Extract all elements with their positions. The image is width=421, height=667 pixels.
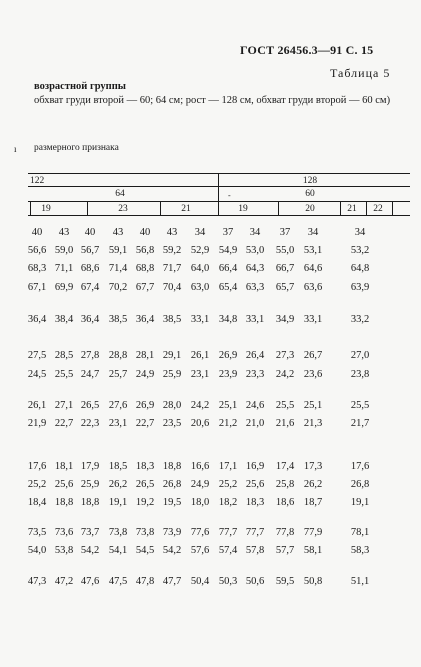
table-cell: 25,5 [54,369,74,380]
table-cell: 21,3 [303,418,323,429]
chest-row-rule [28,201,410,202]
table-cell: 57,8 [245,545,265,556]
table-cell: 73,7 [80,527,100,538]
table-cell: 26,1 [27,400,47,411]
table-cell: 26,1 [190,350,210,361]
table-cell: 26,8 [162,479,182,490]
table-cell: 68,3 [27,263,47,274]
table-cell: 36,4 [80,314,100,325]
table-cell: 26,8 [350,479,370,490]
table-cell: 19,5 [162,497,182,508]
table-cell: 16,9 [245,461,265,472]
table-cell: 25,6 [54,479,74,490]
table-cell: 26,4 [245,350,265,361]
table-cell: 65,7 [275,282,295,293]
table-cell: 34,8 [218,314,238,325]
table-cell: 43 [166,227,178,238]
column-header: 20 [305,204,315,214]
table-cell: 29,1 [162,350,182,361]
table-cell: 18,3 [245,497,265,508]
table-cell: 63,6 [303,282,323,293]
table-cell: 28,5 [54,350,74,361]
table-cell: 23,9 [218,369,238,380]
table-cell: 43 [58,227,70,238]
height-right: 128 [302,176,318,186]
table-cell: 19,2 [135,497,155,508]
table-cell: 23,3 [245,369,265,380]
table-cell: 26,9 [218,350,238,361]
table-cell: 17,6 [350,461,370,472]
table-cell: 18,3 [135,461,155,472]
table-cell: 28,0 [162,400,182,411]
table-cell: 70,2 [108,282,128,293]
table-cell: 17,1 [218,461,238,472]
table-cell: 51,1 [350,576,370,587]
table-cell: 67,7 [135,282,155,293]
table-cell: 17,6 [27,461,47,472]
table-cell: 63,0 [190,282,210,293]
table-cell: 53,8 [54,545,74,556]
table-cell: 25,5 [275,400,295,411]
table-cell: 18,8 [54,497,74,508]
table-cell: 27,0 [350,350,370,361]
table-cell: 25,6 [245,479,265,490]
table-cell: 38,5 [162,314,182,325]
table-cell: 58,3 [350,545,370,556]
table-cell: 22,3 [80,418,100,429]
table-cell: 27,3 [275,350,295,361]
table-cell: 33,1 [190,314,210,325]
table-cell: 54,2 [80,545,100,556]
header-divider-3 [278,201,279,215]
header-divider-1 [87,201,88,215]
table-top-rule [28,173,410,174]
table-cell: 26,7 [303,350,323,361]
table-cell: 59,1 [108,245,128,256]
table-cell: 36,4 [27,314,47,325]
table-cell: 47,7 [162,576,182,587]
table-cell: 53,0 [245,245,265,256]
table-cell: 67,1 [27,282,47,293]
table-cell: 34 [249,227,261,238]
table-cell: 18,8 [162,461,182,472]
table-cell: 26,2 [303,479,323,490]
table-cell: 58,1 [303,545,323,556]
table-cell: 57,7 [275,545,295,556]
table-cell: 27,1 [54,400,74,411]
table-cell: 70,4 [162,282,182,293]
table-cell: 66,4 [218,263,238,274]
table-cell: 20,6 [190,418,210,429]
table-cell: 18,6 [275,497,295,508]
table-cell: 47,2 [54,576,74,587]
table-cell: 25,5 [350,400,370,411]
table-cell: 38,5 [108,314,128,325]
table-cell: 24,9 [190,479,210,490]
table-cell: 21,0 [245,418,265,429]
table-cell: 26,2 [108,479,128,490]
table-cell: 73,8 [108,527,128,538]
table-cell: 66,7 [275,263,295,274]
table-cell: 25,1 [303,400,323,411]
table-cell: 24,5 [27,369,47,380]
table-cell: 40 [31,227,43,238]
column-header: 22 [373,204,383,214]
table-cell: 17,3 [303,461,323,472]
table-cell: 64,6 [303,263,323,274]
feature-heading: размерного признака [34,143,119,153]
table-cell: 25,2 [27,479,47,490]
table-cell: 19,1 [108,497,128,508]
table-cell: 37 [222,227,234,238]
table-cell: 24,2 [190,400,210,411]
table-cell: 25,7 [108,369,128,380]
table-cell: 21,7 [350,418,370,429]
table-cell: 37 [279,227,291,238]
header-divider-main [218,173,219,215]
table-cell: 55,0 [275,245,295,256]
table-cell: 36,4 [135,314,155,325]
table-cell: 47,8 [135,576,155,587]
table-cell: 25,2 [218,479,238,490]
table-cell: 21,9 [27,418,47,429]
table-cell: 34,9 [275,314,295,325]
table-cell: 59,5 [275,576,295,587]
table-cell: 34 [307,227,319,238]
column-header: 21 [181,204,191,214]
table-cell: 63,3 [245,282,265,293]
table-cell: 34 [194,227,206,238]
table-cell: 47,5 [108,576,128,587]
table-cell: 64,0 [190,263,210,274]
document-reference: ГОСТ 26456.3—91 С. 15 [240,43,374,57]
table-cell: 77,8 [275,527,295,538]
table-cell: 18,4 [27,497,47,508]
table-cell: 57,6 [190,545,210,556]
table-cell: 57,4 [218,545,238,556]
table-cell: 17,4 [275,461,295,472]
table-cell: 18,1 [54,461,74,472]
table-cell: 16,6 [190,461,210,472]
table-cell: 50,8 [303,576,323,587]
table-cell: 64,3 [245,263,265,274]
table-cell: 25,9 [80,479,100,490]
table-cell: 56,6 [27,245,47,256]
age-group-title: возрастной группы [34,81,126,92]
group-description: обхват груди второй — 60; 64 см; рост — 128 см, обхват груди второй — 60 см) [34,95,391,106]
table-cell: 54,0 [27,545,47,556]
table-cell: 33,1 [245,314,265,325]
table-cell: 65,4 [218,282,238,293]
table-cell: 23,8 [350,369,370,380]
table-cell: 18,2 [218,497,238,508]
table-cell: 24,9 [135,369,155,380]
table-cell: 38,4 [54,314,74,325]
table-cell: 54,2 [162,545,182,556]
table-cell: 68,6 [80,263,100,274]
table-cell: 18,8 [80,497,100,508]
table-cell: 77,6 [190,527,210,538]
column-header: 23 [118,204,128,214]
table-cell: 54,5 [135,545,155,556]
table-cell: 28,8 [108,350,128,361]
table-cell: 59,2 [162,245,182,256]
table-label: Таблица 5 [330,66,391,80]
table-cell: 73,6 [54,527,74,538]
table-cell: 59,0 [54,245,74,256]
table-cell: 23,1 [190,369,210,380]
column-header: 19 [41,204,51,214]
table-cell: 54,9 [218,245,238,256]
chest-left: 64 [115,189,125,199]
table-cell: 77,9 [303,527,323,538]
table-cell: 18,7 [303,497,323,508]
table-cell: 47,3 [27,576,47,587]
table-cell: 77,7 [218,527,238,538]
table-cell: 24,7 [80,369,100,380]
table-cell: 21,6 [275,418,295,429]
table-cell: 22,7 [54,418,74,429]
table-cell: 56,7 [80,245,100,256]
table-cell: 73,9 [162,527,182,538]
table-cell: 43 [112,227,124,238]
table-cell: 78,1 [350,527,370,538]
table-cell: 53,1 [303,245,323,256]
table-cell: 18,5 [108,461,128,472]
table-cell: 27,6 [108,400,128,411]
header-divider-2 [160,201,161,215]
table-cell: 63,9 [350,282,370,293]
table-cell: 19,1 [350,497,370,508]
table-cell: 50,4 [190,576,210,587]
table-cell: 71,7 [162,263,182,274]
table-cell: 24,2 [275,369,295,380]
table-cell: 34 [354,227,366,238]
table-cell: 33,1 [303,314,323,325]
table-cell: 23,1 [108,418,128,429]
table-cell: 17,9 [80,461,100,472]
table-cell: 50,6 [245,576,265,587]
margin-mark: ı [14,144,17,154]
height-left: 122 [30,176,45,186]
table-cell: 23,6 [303,369,323,380]
column-header-rule [28,215,410,216]
table-cell: 26,5 [135,479,155,490]
table-cell: 22,7 [135,418,155,429]
column-header: 21 [347,204,357,214]
height-row-rule [28,186,410,187]
table-cell: 77,7 [245,527,265,538]
table-cell: 68,8 [135,263,155,274]
table-cell: 27,5 [27,350,47,361]
table-cell: 71,1 [54,263,74,274]
table-cell: 54,1 [108,545,128,556]
table-cell: 67,4 [80,282,100,293]
table-cell: 50,3 [218,576,238,587]
table-cell: 71,4 [108,263,128,274]
table-cell: 27,8 [80,350,100,361]
table-cell: 23,5 [162,418,182,429]
table-cell: 47,6 [80,576,100,587]
table-cell: 53,2 [350,245,370,256]
table-cell: 73,8 [135,527,155,538]
column-header: 19 [238,204,248,214]
table-cell: 64,8 [350,263,370,274]
chest-dash: - [228,191,231,200]
table-cell: 21,2 [218,418,238,429]
table-cell: 25,1 [218,400,238,411]
table-cell: 24,6 [245,400,265,411]
table-cell: 73,5 [27,527,47,538]
table-cell: 52,9 [190,245,210,256]
table-cell: 26,9 [135,400,155,411]
chest-right: 60 [305,189,315,199]
table-cell: 56,8 [135,245,155,256]
table-cell: 28,1 [135,350,155,361]
table-cell: 25,9 [162,369,182,380]
table-cell: 69,9 [54,282,74,293]
table-cell: 40 [84,227,96,238]
table-cell: 26,5 [80,400,100,411]
table-cell: 25,8 [275,479,295,490]
table-cell: 33,2 [350,314,370,325]
table-cell: 18,0 [190,497,210,508]
table-cell: 40 [139,227,151,238]
